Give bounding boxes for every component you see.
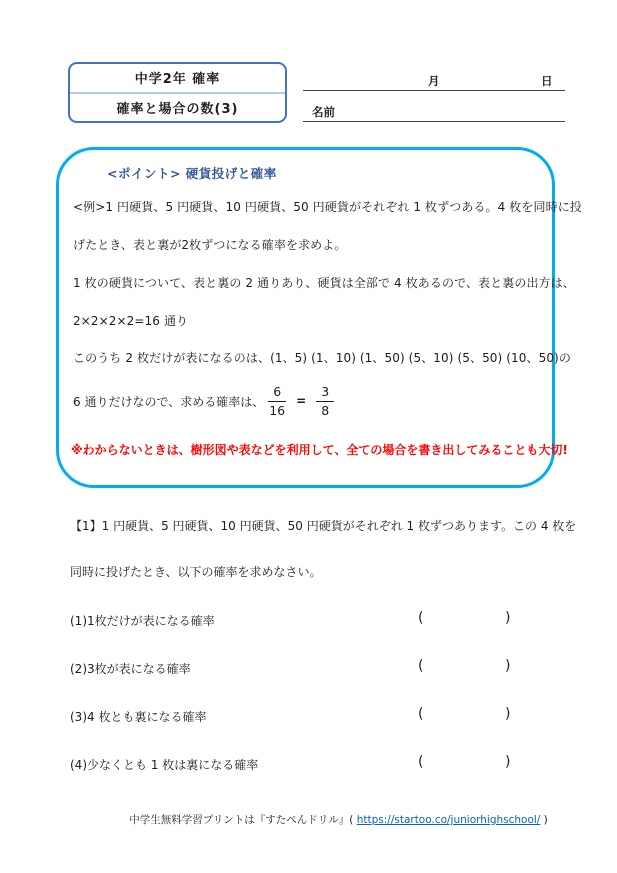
footer-text-before: 中学生無料学習プリントは『すたぺんドリル』(	[129, 814, 357, 826]
answer-paren-close: )	[505, 754, 511, 770]
title-box	[68, 62, 287, 123]
equation-lead-text: 6 通りだけなので、求める確率は、	[73, 394, 265, 409]
question-row-2	[0, 660, 617, 678]
footer	[0, 812, 617, 827]
day-label: 日	[541, 74, 553, 88]
answer-paren-close: )	[505, 610, 511, 626]
fraction-numerator: 3	[316, 384, 334, 402]
question-row-4	[0, 756, 617, 774]
question-row-1	[0, 612, 617, 630]
name-write-line	[303, 121, 565, 122]
answer-paren-open: (	[418, 754, 424, 770]
hint-note: ※わからないときは、樹形図や表などを利用して、全ての場合を書き出してみることも大切!	[71, 443, 568, 457]
worksheet-title: 中学2年 確率	[134, 72, 221, 88]
example-line-1: <例>1 円硬貨、5 円硬貨、10 円硬貨、50 円硬貨がそれぞれ 1 枚ずつある。4 枚を同時に投	[73, 200, 582, 214]
fraction-numerator: 6	[268, 384, 286, 402]
question-label: (3)4 枚とも裏になる確率	[70, 710, 207, 724]
example-line-2: げたとき、表と裏が2枚ずつになる確率を求めよ。	[73, 238, 347, 252]
footer-link[interactable]: https://startoo.co/juniorhighschool/	[356, 814, 541, 826]
explanation-line-2: このうち 2 枚だけが表になるのは、(1、5) (1、10) (1、50) (5、10) (5、50) (10、50)の	[73, 351, 571, 365]
problem-intro-line-2: 同時に投げたとき、以下の確率を求めなさい。	[70, 565, 322, 579]
answer-paren-close: )	[505, 706, 511, 722]
answer-paren-close: )	[505, 658, 511, 674]
answer-paren-open: (	[418, 658, 424, 674]
answer-paren-open: (	[418, 706, 424, 722]
date-write-line	[303, 90, 565, 91]
fraction-denominator: 16	[269, 402, 286, 418]
explanation-formula: 2×2×2×2=16 通り	[73, 314, 189, 328]
fraction-6-16	[268, 384, 286, 418]
fraction-denominator: 8	[321, 402, 330, 418]
equals-sign: =	[296, 394, 307, 408]
probability-equation	[73, 378, 338, 424]
footer-text-after: )	[540, 814, 548, 826]
point-box	[56, 147, 582, 488]
answer-paren-open: (	[418, 610, 424, 626]
question-label: (2)3枚が表になる確率	[70, 662, 191, 676]
problem-intro-line-1: 【1】1 円硬貨、5 円硬貨、10 円硬貨、50 円硬貨がそれぞれ 1 枚ずつあります。この 4 枚を	[70, 519, 577, 533]
point-heading: <ポイント> 硬貨投げと確率	[107, 166, 277, 181]
explanation-line-1: 1 枚の硬貨について、表と裏の 2 通りあり、硬貨は全部で 4 枚あるので、表と裏の出方は、	[73, 276, 575, 290]
month-label: 月	[428, 74, 440, 88]
question-row-3	[0, 708, 617, 726]
worksheet-subtitle: 確率と場合の数(3)	[70, 92, 285, 122]
fraction-3-8	[316, 384, 334, 418]
name-label: 名前	[312, 105, 335, 119]
question-label: (1)1枚だけが表になる確率	[70, 614, 215, 628]
question-label: (4)少なくとも 1 枚は裏になる確率	[70, 758, 259, 772]
